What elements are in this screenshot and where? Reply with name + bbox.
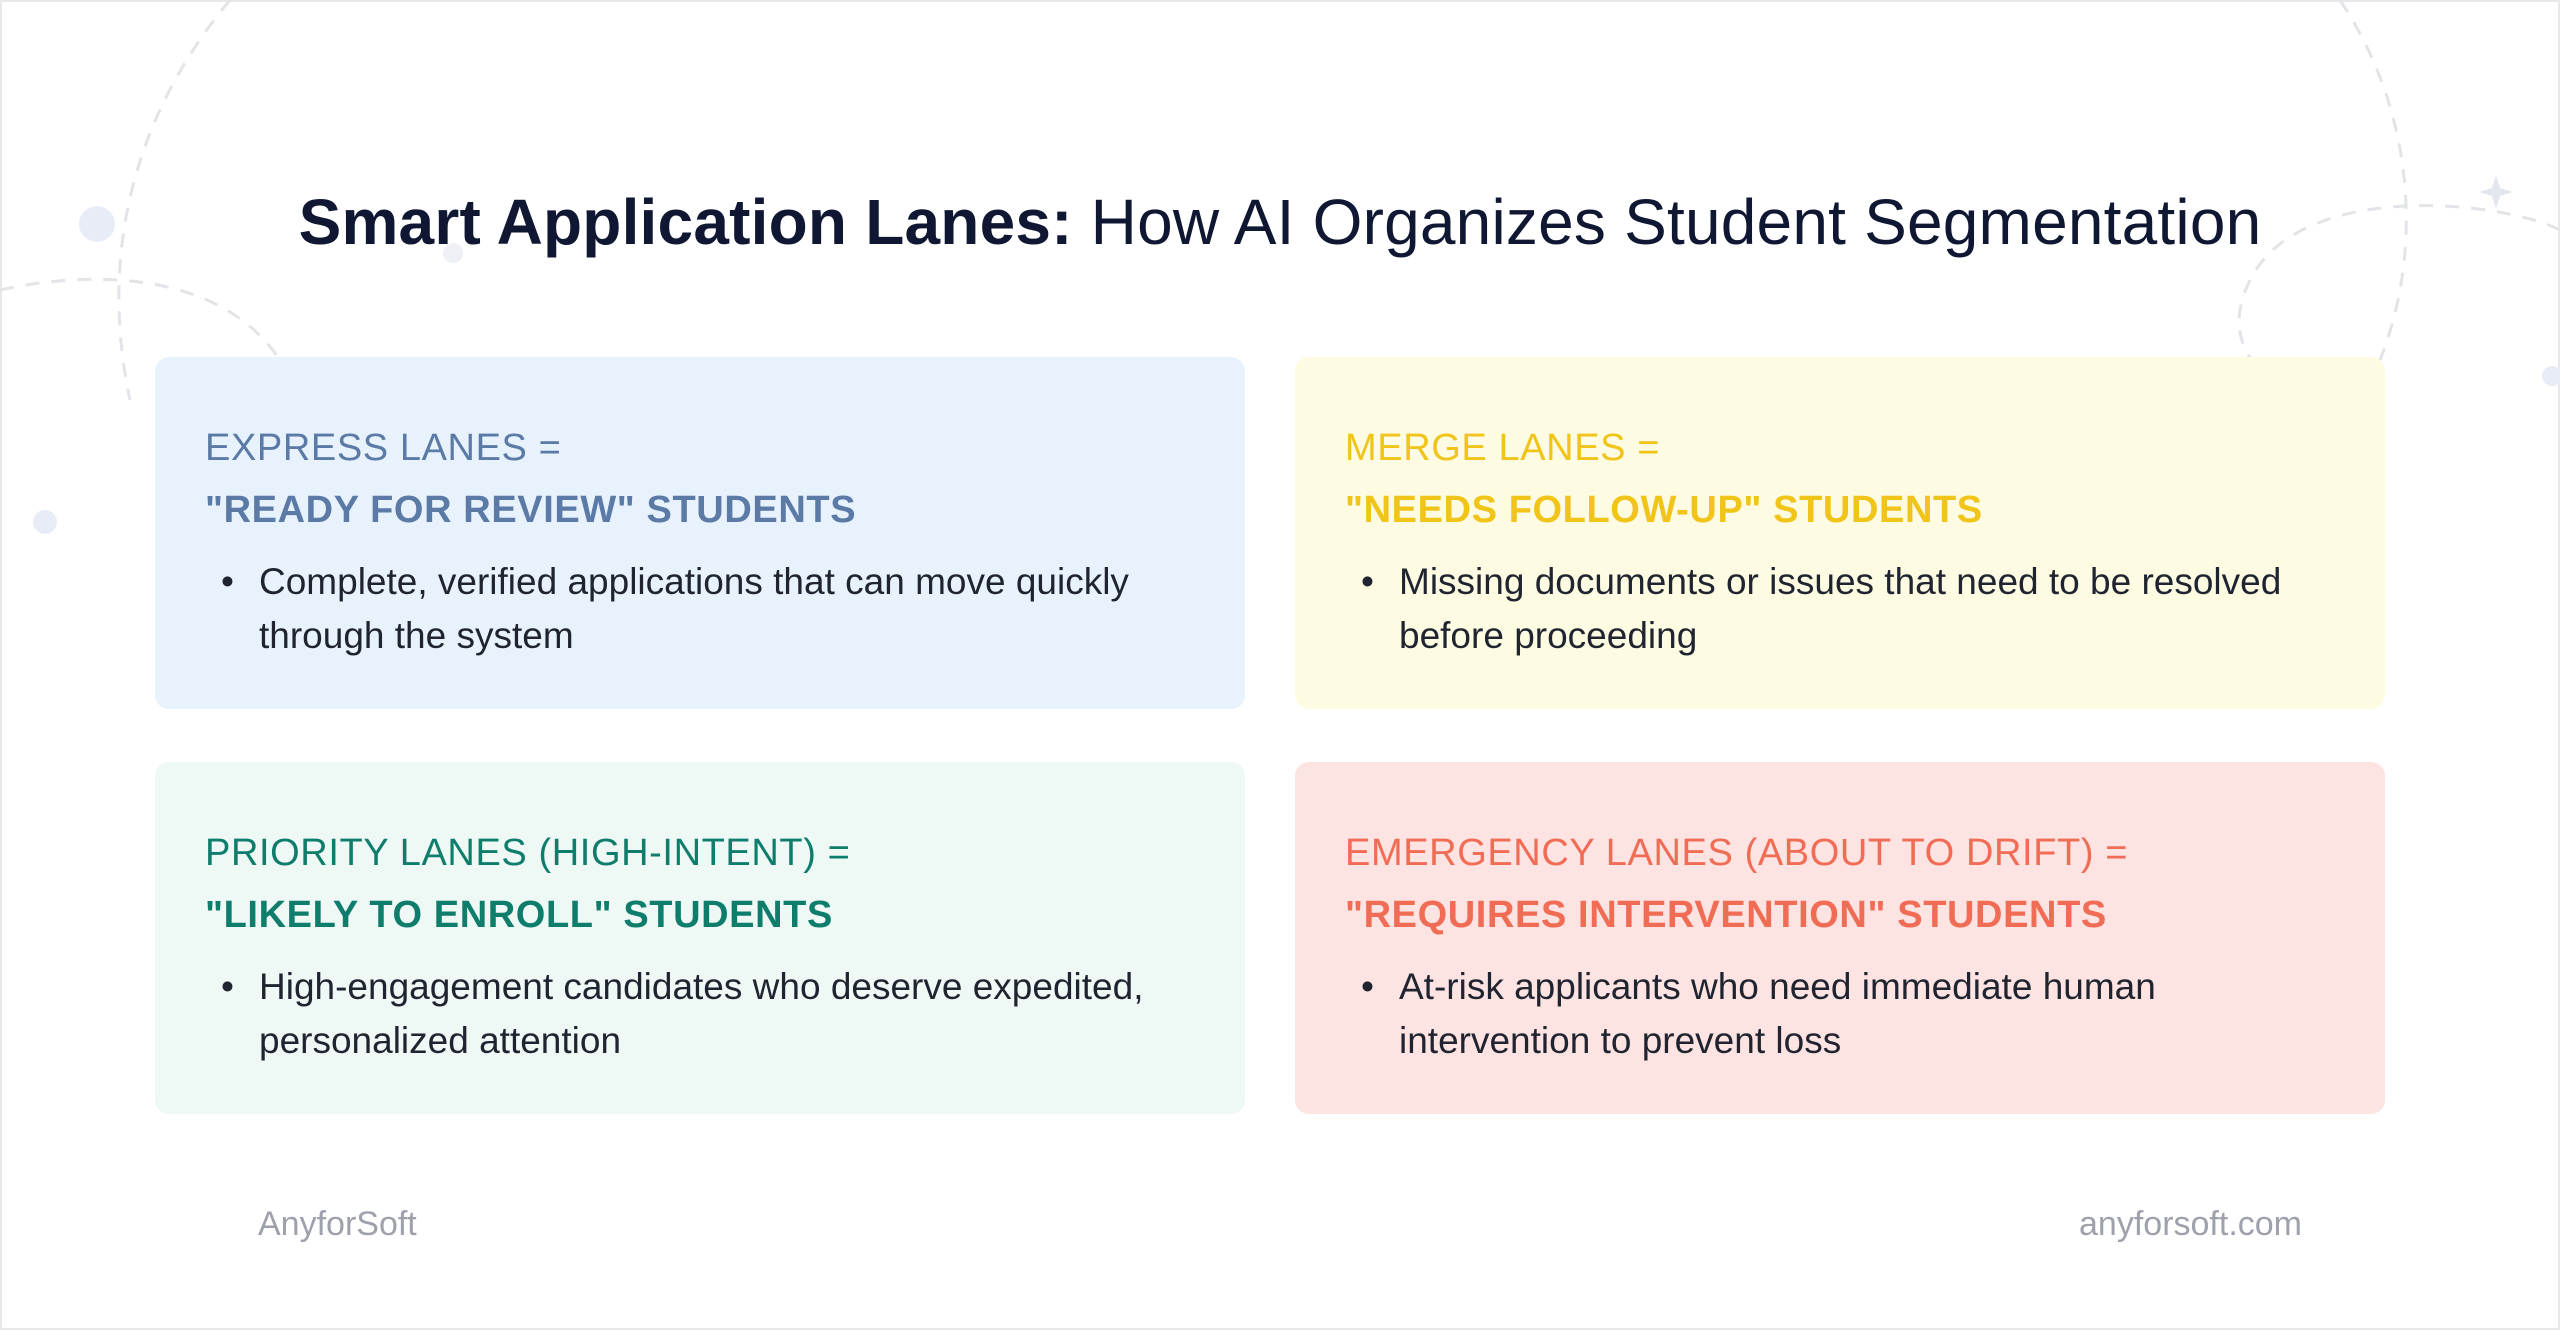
card-bullet-item: [1345, 555, 2319, 663]
bullet-icon: •: [221, 966, 234, 1007]
lane-card-merge: [1295, 357, 2385, 709]
page-title: [0, 185, 2560, 259]
page-title-regular: How AI Organizes Student Segmentation: [1090, 186, 2262, 258]
card-heading-line2: "LIKELY TO ENROLL" STUDENTS: [205, 894, 833, 936]
bullet-icon: •: [221, 561, 234, 602]
card-bullet-text: At-risk applicants who need immediate human intervention to prevent loss: [1399, 966, 2156, 1061]
footer-brand: AnyforSoft: [258, 1205, 417, 1243]
card-bullet-text: High-engagement candidates who deserve expedited, personalized attention: [259, 966, 1144, 1061]
card-heading-line1: EMERGENCY LANES (ABOUT TO DRIFT) =: [1345, 832, 2129, 874]
footer-url: anyforsoft.com: [2079, 1205, 2302, 1243]
lane-card-emergency: [1295, 762, 2385, 1114]
card-heading-line2: "NEEDS FOLLOW-UP" STUDENTS: [1345, 489, 1983, 531]
decor-dot: [33, 510, 57, 534]
card-heading-line1: MERGE LANES =: [1345, 427, 1661, 469]
card-heading-line2: "READY FOR REVIEW" STUDENTS: [205, 489, 857, 531]
page-title-bold: Smart Application Lanes:: [298, 186, 1073, 258]
card-heading-line1: PRIORITY LANES (HIGH-INTENT) =: [205, 832, 851, 874]
card-bullet-text: Complete, verified applications that can move quickly through the system: [259, 561, 1129, 656]
card-bullet-item: [1345, 960, 2319, 1068]
lane-card-express: [155, 357, 1245, 709]
card-bullet-item: [205, 555, 1179, 663]
lane-card-priority: [155, 762, 1245, 1114]
card-bullet-text: Missing documents or issues that need to be resolved before proceeding: [1399, 561, 2282, 656]
card-heading-line2: "REQUIRES INTERVENTION" STUDENTS: [1345, 894, 2107, 936]
bullet-icon: •: [1361, 561, 1374, 602]
decor-dot: [2542, 366, 2560, 386]
card-bullet-item: [205, 960, 1179, 1068]
bullet-icon: •: [1361, 966, 1374, 1007]
card-heading-line1: EXPRESS LANES =: [205, 427, 562, 469]
